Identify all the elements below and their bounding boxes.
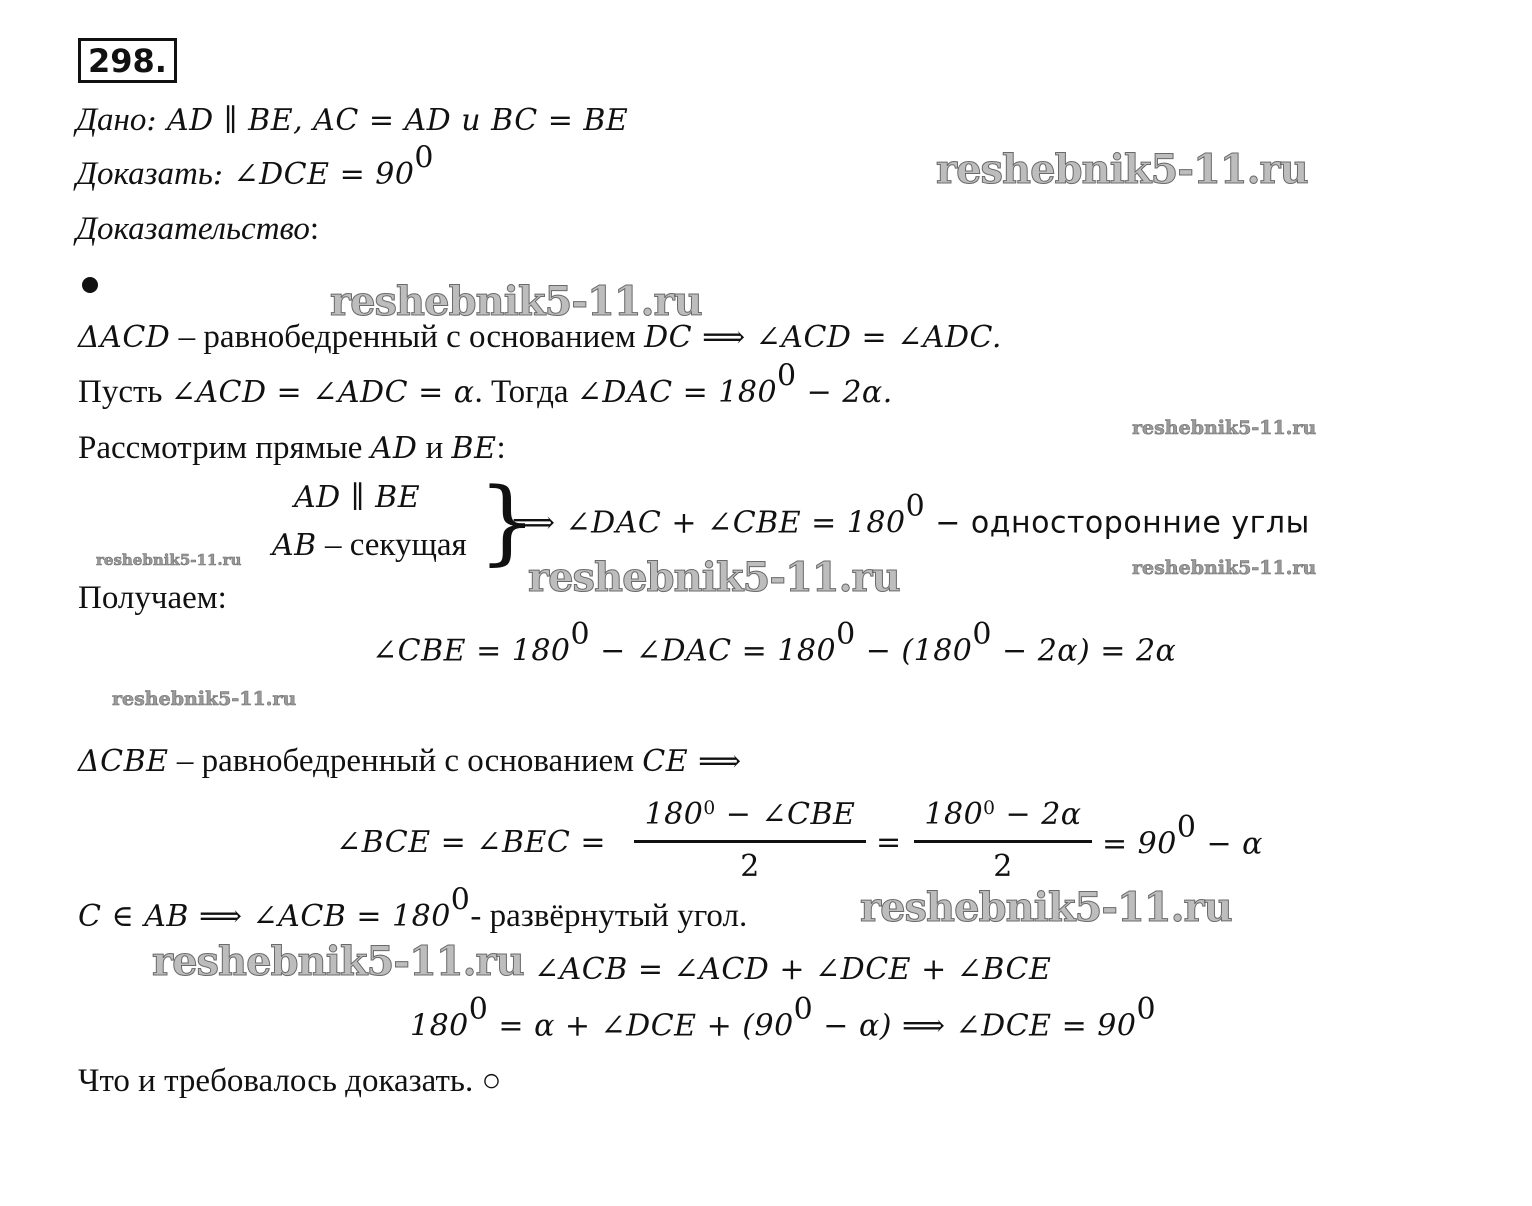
eq2-right <box>1102 810 1263 862</box>
fraction-1 <box>634 797 866 884</box>
c-on-ab: C ∈ AB ⟹ ∠ACB = 180 <box>78 899 451 934</box>
isosceles-text-1: – равнобедренный с основанием <box>170 319 645 355</box>
degree: 0 <box>972 617 992 652</box>
obtain-text: Получаем: <box>78 580 227 616</box>
equation-acb-sum: ∠ACB = ∠ACD + ∠DCE + ∠BCE <box>534 952 1052 987</box>
watermark: reshebnik5-11.ru <box>936 146 1308 193</box>
colon: : <box>496 430 506 466</box>
dac-expr: ∠DAC = 180 <box>576 375 778 410</box>
num-b: − ∠CBE <box>715 797 856 832</box>
equation-cbe <box>372 617 1177 669</box>
angles-sum: ⟹ ∠DAC + ∠CBE = 180 <box>512 505 906 541</box>
triangle-cbe: ΔCBE <box>78 744 169 779</box>
watermark: reshebnik5-11.ru <box>1132 557 1317 579</box>
co-interior-text: − односторонние углы <box>925 505 1310 541</box>
watermark: reshebnik5-11.ru <box>860 884 1232 931</box>
degree: 0 <box>983 797 996 819</box>
num-a: 180 <box>644 797 704 832</box>
isosceles-text-2: – равнобедренный с основанием <box>168 743 643 779</box>
line-acd-isosceles <box>78 321 1002 354</box>
line-let-alpha <box>78 358 893 410</box>
watermark: reshebnik5-11.ru <box>528 554 900 601</box>
acd-angles-equal: DC ⟹ ∠ACD = ∠ADC. <box>644 320 1002 355</box>
num-b: − 2α <box>995 797 1082 832</box>
prove-line <box>76 140 435 192</box>
degree: 0 <box>450 882 471 918</box>
given-line <box>76 104 628 137</box>
eq2-right-a: = 90 <box>1102 826 1177 862</box>
system-line-2 <box>272 529 467 562</box>
degree: 0 <box>836 617 856 652</box>
alpha-def: ∠ACD = ∠ADC = α <box>170 375 475 410</box>
degree: 0 <box>905 489 926 524</box>
degree: 0 <box>570 617 591 652</box>
proof-label: Доказательство <box>76 211 310 247</box>
eq4-b: = α + ∠DCE + (90 <box>488 1008 794 1044</box>
eq2-equals: = <box>876 825 902 860</box>
eq1-part-d: − 2α) = 2α <box>991 633 1177 669</box>
prove-math: : ∠DCE = 90 <box>212 157 415 192</box>
ce-implies: CE ⟹ <box>642 744 742 779</box>
degree: 0 <box>1136 992 1157 1027</box>
fraction-2 <box>914 797 1092 884</box>
watermark: reshebnik5-11.ru <box>330 278 702 325</box>
degree: 0 <box>468 992 489 1027</box>
fraction-bar <box>634 840 866 843</box>
prove-label: Доказать <box>76 156 213 192</box>
fraction-1-denominator: 2 <box>740 849 760 884</box>
fraction-2-denominator: 2 <box>993 849 1013 884</box>
fraction-bar <box>914 840 1092 843</box>
eq2-right-b: − α <box>1196 826 1263 862</box>
system-result <box>512 489 1310 541</box>
secant-ab: AB <box>272 528 317 563</box>
given-math: : AD ∥ BE, AC = AD и BC = BE <box>146 103 629 138</box>
system-brace: } <box>478 468 537 575</box>
system-line-1: AD ∥ BE <box>294 480 421 515</box>
watermark: reshebnik5-11.ru <box>112 688 297 710</box>
watermark: reshebnik5-11.ru <box>96 551 242 569</box>
watermark: reshebnik5-11.ru <box>1132 417 1317 439</box>
conclusion-text: Что и требовалось доказать. ○ <box>78 1063 502 1099</box>
bullet-point <box>82 277 98 293</box>
eq4-c: − α) ⟹ ∠DCE = 90 <box>813 1008 1137 1044</box>
watermark: reshebnik5-11.ru <box>152 938 524 985</box>
num-a: 180 <box>924 797 984 832</box>
line-cbe-isosceles <box>78 745 742 778</box>
equation-final <box>410 992 1157 1044</box>
prove-degree: 0 <box>414 140 435 176</box>
eq4-a: 180 <box>410 1008 469 1044</box>
proof-colon: : <box>309 211 320 247</box>
eq2-left: ∠BCE = ∠BEC = <box>336 825 607 860</box>
fraction-1-numerator <box>634 797 866 832</box>
eq1-part-a: ∠CBE = 180 <box>372 633 571 669</box>
line-ad: AD <box>370 431 418 466</box>
eq1-part-c: − (180 <box>855 633 973 669</box>
degree: 0 <box>793 992 814 1027</box>
dac-expr-end: − 2α. <box>796 375 893 410</box>
secant-text: – секущая <box>316 527 467 563</box>
straight-angle-text: - развёрнутый угол. <box>470 898 748 934</box>
and-text: и <box>417 430 452 466</box>
line-straight-angle <box>78 882 748 934</box>
triangle-acd: ΔACD <box>78 320 171 355</box>
line-be: BE <box>451 431 497 466</box>
eq1-part-b: − ∠DAC = 180 <box>590 633 837 669</box>
degree: 0 <box>777 358 797 394</box>
line-consider-lines <box>78 432 506 465</box>
let-text: Пусть <box>78 374 171 410</box>
given-label: Дано <box>76 102 147 138</box>
proof-heading <box>76 213 319 246</box>
fraction-2-numerator <box>914 797 1092 832</box>
consider-text: Рассмотрим прямые <box>78 430 371 466</box>
then-text: . Тогда <box>474 374 577 410</box>
degree: 0 <box>703 797 716 819</box>
degree: 0 <box>1176 810 1197 845</box>
problem-number: 298. <box>78 38 177 83</box>
